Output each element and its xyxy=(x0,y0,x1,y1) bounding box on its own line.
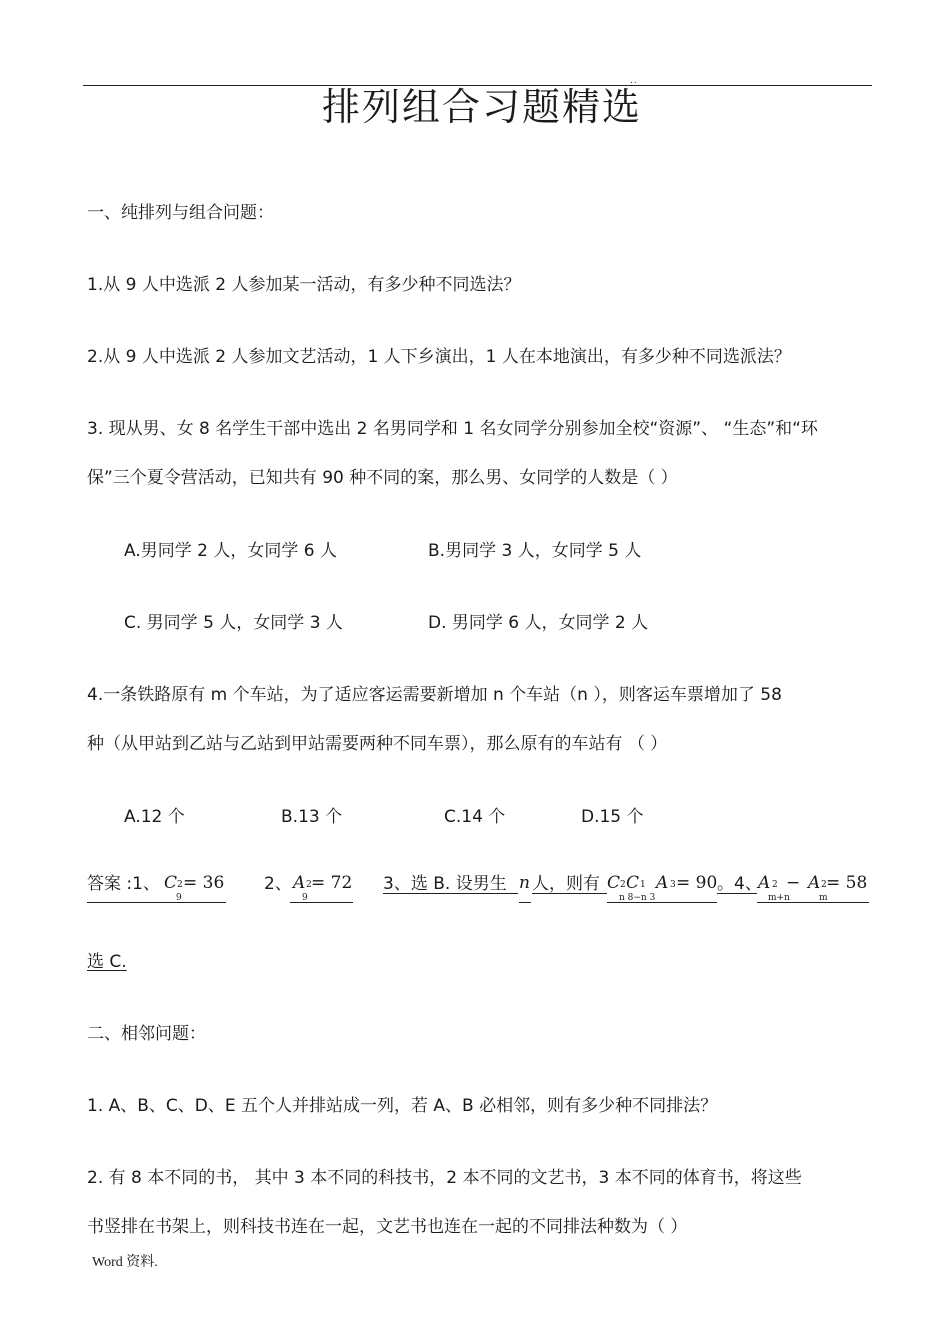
answer-underline-5 xyxy=(717,893,757,894)
answer1-symbol: C xyxy=(164,873,178,893)
answer-underline-3 xyxy=(383,893,518,894)
header-dots: .. xyxy=(630,76,638,86)
answer4-sub2: m xyxy=(819,893,828,903)
answer3-n: n xyxy=(519,873,530,893)
section2-q2-line1: 2. 有 8 本不同的书， 其中 3 本不同的科技书，2 本不同的文艺书，3 本不同的体育书，将这些 xyxy=(87,1168,802,1188)
answer3-sup1: 2 xyxy=(620,880,626,890)
answer1-eq: = 36 xyxy=(183,873,225,893)
answer3-subs: n 8−n 3 xyxy=(619,893,656,903)
section1-heading: 一、纯排列与组合问题： xyxy=(87,203,274,223)
answer3-c1: C xyxy=(607,873,621,893)
answer1-sub: 9 xyxy=(176,893,182,903)
section1-q1: 1.从 9 人中选派 2 人参加某一活动，有多少种不同选法？ xyxy=(87,275,521,295)
answer2-symbol: A xyxy=(293,873,306,893)
section1-q4-line1: 4.一条铁路原有 m 个车站，为了适应客运需要新增加 n 个车站（n ），则客运车票增加了 58 xyxy=(87,685,782,705)
q4-option-a: A.12 个 xyxy=(124,807,185,827)
answer2-sup: 2 xyxy=(306,880,312,890)
section2-q1: 1. A、B、C、D、E 五个人并排站成一列，若 A、B 必相邻，则有多少种不同排法？ xyxy=(87,1096,718,1116)
section2-heading: 二、相邻问题： xyxy=(87,1024,206,1044)
section2-q2-line2: 书竖排在书架上，则科技书连在一起，文艺书也连在一起的不同排法种数为（ ） xyxy=(87,1217,688,1237)
q3-option-b: B.男同学 3 人，女同学 5 人 xyxy=(428,541,642,561)
answer3-c2: C xyxy=(626,873,640,893)
q3-option-a: A.男同学 2 人，女同学 6 人 xyxy=(124,541,337,561)
answer-lead: 答案 :1、 xyxy=(87,874,160,894)
answer3-sup2: 1 xyxy=(640,880,646,890)
answer-mid3: 3、选 B. 设男生 xyxy=(383,874,507,894)
page-title: 排列组合习题精选 xyxy=(321,85,642,129)
q4-option-c: C.14 个 xyxy=(444,807,506,827)
answer4-eq: = 58 xyxy=(826,873,868,893)
answer4-sup1: 2 xyxy=(772,880,778,890)
answer-mid3b: 人，则有 xyxy=(532,874,600,894)
answer-underline-1 xyxy=(87,902,226,903)
section1-q3-line2: 保”三个夏令营活动，已知共有 90 种不同的案，那么男、女同学的人数是（ ） xyxy=(87,468,678,488)
answer4-sub1: m+n xyxy=(768,893,790,903)
section1-q4-line2: 种（从甲站到乙站与乙站到甲站需要两种不同车票），那么原有的车站有 （ ） xyxy=(87,734,668,754)
answer-line2: 选 C. xyxy=(87,952,127,972)
answer3-eq: = 90 xyxy=(676,873,718,893)
q3-option-c: C. 男同学 5 人，女同学 3 人 xyxy=(124,613,343,633)
q4-option-b: B.13 个 xyxy=(281,807,343,827)
section1-q2: 2.从 9 人中选派 2 人参加文艺活动，1 人下乡演出，1 人在本地演出，有多少种不同选派法？ xyxy=(87,347,791,367)
q4-option-d: D.15 个 xyxy=(581,807,644,827)
page-footer: Word 资料. xyxy=(92,1255,158,1270)
answer2-eq: = 72 xyxy=(311,873,353,893)
answer3-sup3: 3 xyxy=(670,880,676,890)
answer-mid4: 。4、 xyxy=(717,874,762,894)
answer-mid2: 2、 xyxy=(264,874,292,894)
answer4-sup2: 2 xyxy=(821,880,827,890)
answer4-a1: A xyxy=(758,873,771,893)
answer-underline-4 xyxy=(607,902,717,903)
answer-underline-n xyxy=(519,902,531,903)
answer1-sup: 2 xyxy=(177,880,183,890)
answer4-a2: A xyxy=(808,873,821,893)
section1-q3-line1: 3. 现从男、女 8 名学生干部中选出 2 名男同学和 1 名女同学分别参加全校“资源”、 “生态”和“环 xyxy=(87,419,818,439)
answer-underline-3b xyxy=(532,893,607,894)
answer3-a: A xyxy=(656,873,669,893)
answer2-sub: 9 xyxy=(302,893,308,903)
answer-underline-6 xyxy=(757,902,869,903)
answer4-minus: − xyxy=(786,873,801,893)
q3-option-d: D. 男同学 6 人，女同学 2 人 xyxy=(428,613,649,633)
answer-underline-2 xyxy=(290,902,353,903)
